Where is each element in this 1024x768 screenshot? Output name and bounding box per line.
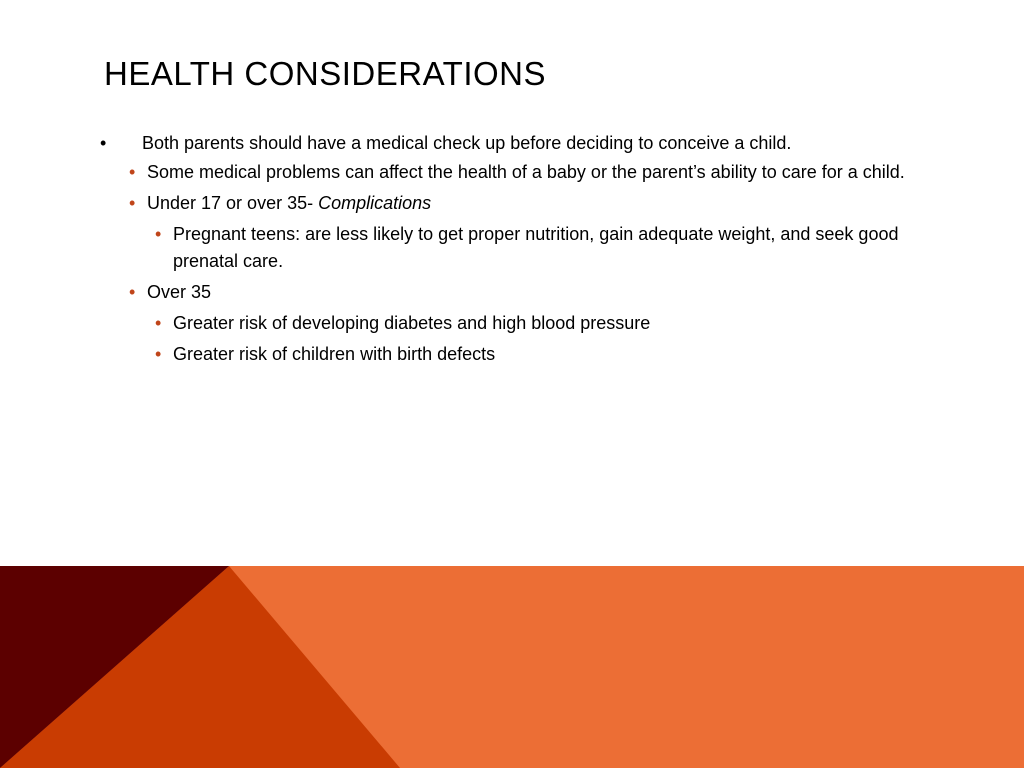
bullet-text: Over 35 bbox=[147, 282, 212, 302]
bullet-text: Both parents should have a medical check up before deciding to conceive a child. bbox=[142, 133, 792, 153]
bullet-text: Pregnant teens: are less likely to get proper nutrition, gain adequate weight, and seek good prenatal care. bbox=[173, 224, 899, 271]
bullet-marker: • bbox=[129, 282, 136, 302]
bullet-text-italic: Complications bbox=[318, 193, 432, 213]
bullet-level2-medical-problems bbox=[100, 159, 927, 186]
bullet-level3-diabetes-risk bbox=[100, 310, 933, 337]
bullet-text: Some medical problems can affect the health of a baby or the parent’s ability to care for a child. bbox=[147, 162, 905, 182]
bullet-text: Greater risk of developing diabetes and high blood pressure bbox=[173, 313, 651, 333]
bullet-marker: • bbox=[155, 344, 162, 364]
bullet-level2-over-35 bbox=[100, 279, 927, 306]
bullet-level1-medical-checkup bbox=[100, 130, 940, 157]
bullet-marker: • bbox=[155, 224, 162, 244]
bullet-level3-birth-defects bbox=[100, 341, 933, 368]
decorative-footer-shapes bbox=[0, 566, 1024, 768]
slide-title: HEALTH CONSIDERATIONS bbox=[104, 55, 546, 92]
bullet-list bbox=[100, 130, 940, 372]
bullet-level2-age-complications bbox=[100, 190, 927, 217]
bullet-marker: • bbox=[155, 313, 162, 333]
bullet-marker: • bbox=[129, 162, 136, 182]
bullet-text: Under 17 or over 35- bbox=[147, 193, 319, 213]
bullet-level3-pregnant-teens bbox=[100, 221, 933, 275]
bullet-text: Greater risk of children with birth defects bbox=[173, 344, 496, 364]
bullet-marker: • bbox=[100, 133, 107, 153]
bullet-marker: • bbox=[129, 193, 136, 213]
